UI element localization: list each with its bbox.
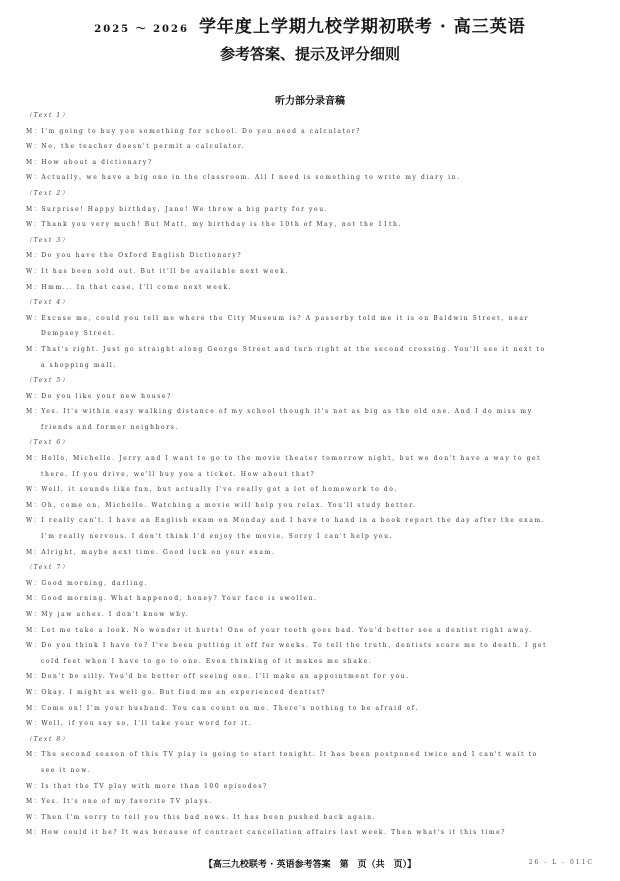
transcript-line: W：Do you like your new house? bbox=[26, 392, 172, 400]
transcript-line: M：Hello，Michelle. Jerry and I want to go to the movie theater tomorrow night，but we don't have a way to get bbox=[26, 455, 542, 463]
transcript-line: Dempsey Street. bbox=[41, 330, 116, 338]
transcript-line: W：Actually，we have a big one in the classroom. All I need is something to write my diary in. bbox=[26, 174, 461, 182]
text-section-label: （Text 6） bbox=[26, 439, 70, 447]
footer-code: 26 - L - 011C bbox=[528, 859, 594, 866]
transcript-line: M：Yes. It's within easy walking distance of my school though it's not as big as the old one. And I do miss my bbox=[26, 408, 533, 416]
transcript-line: M：Let me take a look. No wonder it hurts! One of your teeth goes bad. You'd better see a dentist right away. bbox=[26, 626, 533, 634]
transcript-line: W：Excuse me，could you tell me where the City Museum is? A passerby told me it is on Baldwin Street，near bbox=[26, 314, 529, 322]
page-footer bbox=[0, 857, 620, 871]
transcript-body bbox=[26, 108, 594, 841]
transcript-line: W：It has been sold out. But it'll be available next week. bbox=[26, 267, 289, 275]
transcript-line: I'm really nervous. I don't think I'd enjoy the movie. Sorry I can't help you. bbox=[41, 533, 394, 541]
transcript-line: M：How about a dictionary? bbox=[26, 158, 153, 166]
transcript-line: W：Thank you very much! But Matt，my birthday is the 10th of May，not the 11th. bbox=[26, 221, 402, 229]
transcript-line: W：My jaw aches. I don't know why. bbox=[26, 611, 190, 618]
transcript-line: M：That's right. Just go straight along George Street and turn right at the second crossing. You'll see it next to bbox=[26, 345, 546, 353]
transcript-line: M：Good morning. What happened，honey? Your face is swollen. bbox=[26, 595, 318, 603]
transcript-line: M：Come on! I'm your husband. You can count on me. There's nothing to be afraid of. bbox=[26, 704, 419, 712]
text-section-label: （Text 2） bbox=[26, 189, 70, 197]
document-title bbox=[0, 12, 620, 37]
footer-page-label: 【高三九校联考 · 英语参考答案 第 页（共 页）】 bbox=[203, 860, 417, 870]
school-year: 2025 ～ 2026 bbox=[94, 24, 189, 35]
transcript-line: M：Don't be silly. You'd be better off seeing one. I'll make an appointment for you. bbox=[26, 673, 410, 681]
transcript-line: W：Well，it sounds like fun，but actually I've really got a lot of homework to do. bbox=[26, 486, 398, 494]
document-subtitle: 参考答案、提示及评分细则 bbox=[219, 45, 400, 63]
transcript-line: a shopping mall. bbox=[41, 361, 117, 369]
transcript-line: see it now. bbox=[41, 766, 91, 774]
transcript-line: M：Do you have the Oxford English Dictionary? bbox=[26, 252, 243, 260]
text-section-label: （Text 7） bbox=[26, 564, 70, 572]
exam-title: 学年度上学期九校学期初联考 · 高三英语 bbox=[198, 17, 526, 37]
text-section-label: （Text 3） bbox=[26, 236, 70, 244]
transcript-line: there. If you drive，we'll buy you a ticket. How about that? bbox=[41, 470, 316, 478]
section-title: 听力部分录音稿 bbox=[275, 96, 345, 107]
transcript-line: M：How could it be? It was because of contract cancellation affairs last week. Then what's it this time? bbox=[26, 829, 507, 837]
text-section-label: （Text 4） bbox=[26, 299, 70, 307]
transcript-line: W：Well，if you say so，I'll take your word for it. bbox=[26, 720, 253, 728]
text-section-label: （Text 5） bbox=[26, 377, 70, 385]
transcript-line: M：The second season of this TV play is going to start tonight. It has been postponed twice and I can't wait to bbox=[26, 751, 538, 759]
transcript-line: W：Do you think I have to? I've been putting it off for weeks. To tell the truth，dentists scare me to death. I get bbox=[26, 642, 548, 650]
transcript-line: friends and former neighbors. bbox=[41, 423, 179, 431]
transcript-line: W：Good morning，darling. bbox=[26, 579, 149, 587]
transcript-line: M：I'm going to buy you something for school. Do you need a calculator? bbox=[26, 127, 362, 135]
transcript-line: W：I really can't. I have an English exam on Monday and I have to hand in a book report the day after the exam. bbox=[26, 517, 546, 525]
transcript-line: M：Hmm... In that case，I'll come next week. bbox=[26, 283, 233, 291]
transcript-line: M：Surprise! Happy birthday，Jane! We threw a big party for you. bbox=[26, 205, 329, 213]
transcript-line: M：Alright，maybe next time. Good luck on your exam. bbox=[26, 548, 276, 556]
transcript-line: W：Is that the TV play with more than 100 episodes? bbox=[26, 782, 268, 790]
text-section-label: （Text 8） bbox=[26, 735, 70, 743]
transcript-line: cold feet when I have to go to one. Even thinking of it makes me shake. bbox=[41, 657, 373, 665]
transcript-line: M：Yes. It's one of my favorite TV plays. bbox=[26, 798, 213, 806]
text-section-label: （Text 1） bbox=[26, 112, 70, 119]
transcript-line: W：Okay. I might as well go. But find me an experienced dentist? bbox=[26, 688, 326, 696]
document-header bbox=[0, 12, 620, 64]
transcript-line: W：Then I'm sorry to tell you this bad news. It has been pushed back again. bbox=[26, 813, 377, 821]
transcript-line: W：No，the teacher doesn't permit a calculator. bbox=[26, 143, 246, 151]
transcript-line: M：Oh，come on，Michelle. Watching a movie will help you relax. You'll study better. bbox=[26, 501, 417, 509]
